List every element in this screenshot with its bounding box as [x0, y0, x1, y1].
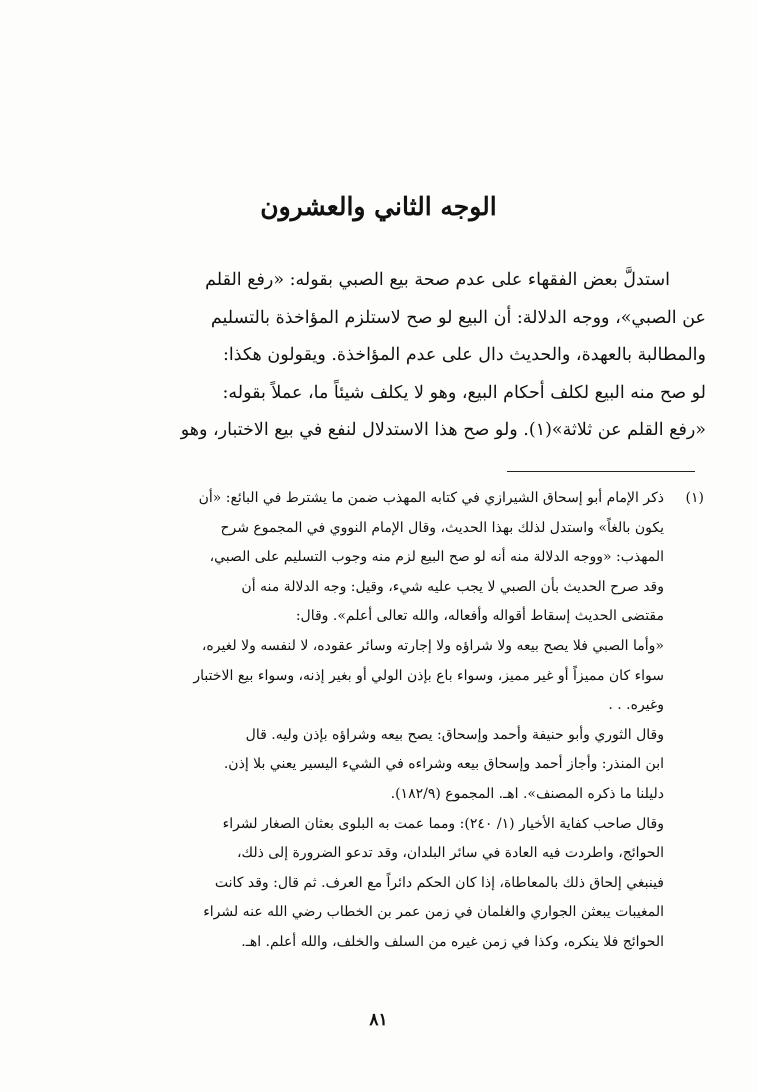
page-number: ٨١: [369, 1010, 388, 1030]
footnote-line: «وأما الصبي فلا يصح بيعه ولا شراؤه ولا إجارته وسائر عقوده، لا لنفسه ولا لغيره،: [201, 637, 664, 654]
footnote-line: ابن المنذر: وأجاز أحمد وإسحاق بيعه وشراءه في الشيء اليسير يعني بلا إذن.: [223, 756, 664, 773]
footnote-line: الحوائج، واطردت فيه العادة في سائر البلدان، وقد تدعو الضرورة إلى ذلك،: [237, 845, 664, 862]
body-line: استدلَّ بعض الفقهاء على عدم صحة بيع الصبي بقوله: «رفع القلم: [205, 270, 670, 290]
body-line: لو صح منه البيع لكلف أحكام البيع، وهو لا يكلف شيئاً ما، عملاً بقوله:: [222, 382, 706, 403]
footnote-line: فينبغي إلحاق ذلك بالمعاطاة، إذا كان الحكم دائراً مع العرف. ثم قال: وقد كانت: [214, 874, 664, 891]
footnote-line: دليلنا ما ذكره المصنف». اهـ. المجموع (١٨٢/٩).: [390, 785, 664, 802]
footnote-line: وقال الثوري وأبو حنيفة وأحمد وإسحاق: يصح بيعه وشراؤه بإذن وليه. قال: [245, 726, 664, 743]
footnote: [96, 484, 706, 958]
section-title: الوجه الثاني والعشرون: [260, 192, 497, 221]
footnote-line: سواء كان مميزاً أو غير مميز، وسواء باع بإذن الولي أو بغير إذنه، وسواء بيع الاختبار: [193, 667, 664, 684]
footnote-marker: (١): [685, 490, 704, 506]
footnote-line: وقال صاحب كفاية الأخيار (١/ ٢٤٠): ومما عمت به البلوى بعثان الصغار لشراء: [222, 815, 664, 832]
footnote-line: يكون بالغاً» واستدل لذلك بهذا الحديث، وقال الإمام النووي في المجموع شرح: [220, 519, 664, 536]
footnote-line: المهذب: «ووجه الدلالة منه أنه لو صح البيع لزم منه وجوب التسليم على الصبي،: [209, 549, 664, 566]
body-paragraph: [96, 262, 706, 450]
footnote-line: مقتضى الحديث إسقاط أقواله وأفعاله، والله تعالى أعلم». وقال:: [295, 608, 664, 625]
body-line: والمطالبة بالعهدة، والحديث دال على عدم المؤاخذة. ويقولون هكذا:: [222, 345, 706, 366]
body-line: عن الصبي»، ووجه الدلالة: أن البيع لو صح لاستلزم المؤاخذة بالتسليم: [210, 307, 706, 328]
footnote-line: الحوائج فلا ينكره، وكذا في زمن غيره من السلف والخلف، والله أعلم. اهـ.: [241, 933, 664, 950]
footnote-line: المغيبات يبعثن الجواري والغلمان في زمن عمر بن الخطاب رضي الله عنه لشراء: [203, 904, 664, 921]
body-line: «رفع القلم عن ثلاثة»(١). ولو صح هذا الاستدلال لنفع في بيع الاختبار، وهو: [180, 420, 706, 441]
footnote-separator: [507, 471, 695, 472]
footnote-line: وغيره. . .: [608, 697, 664, 714]
footnote-line: وقد صرح الحديث بأن الصبي لا يجب عليه شيء، وقيل: وجه الدلالة منه أن: [241, 578, 664, 595]
footnote-line: ذكر الإمام أبو إسحاق الشيرازي في كتابه المهذب ضمن ما يشترط في البائع: «أن: [198, 490, 664, 506]
